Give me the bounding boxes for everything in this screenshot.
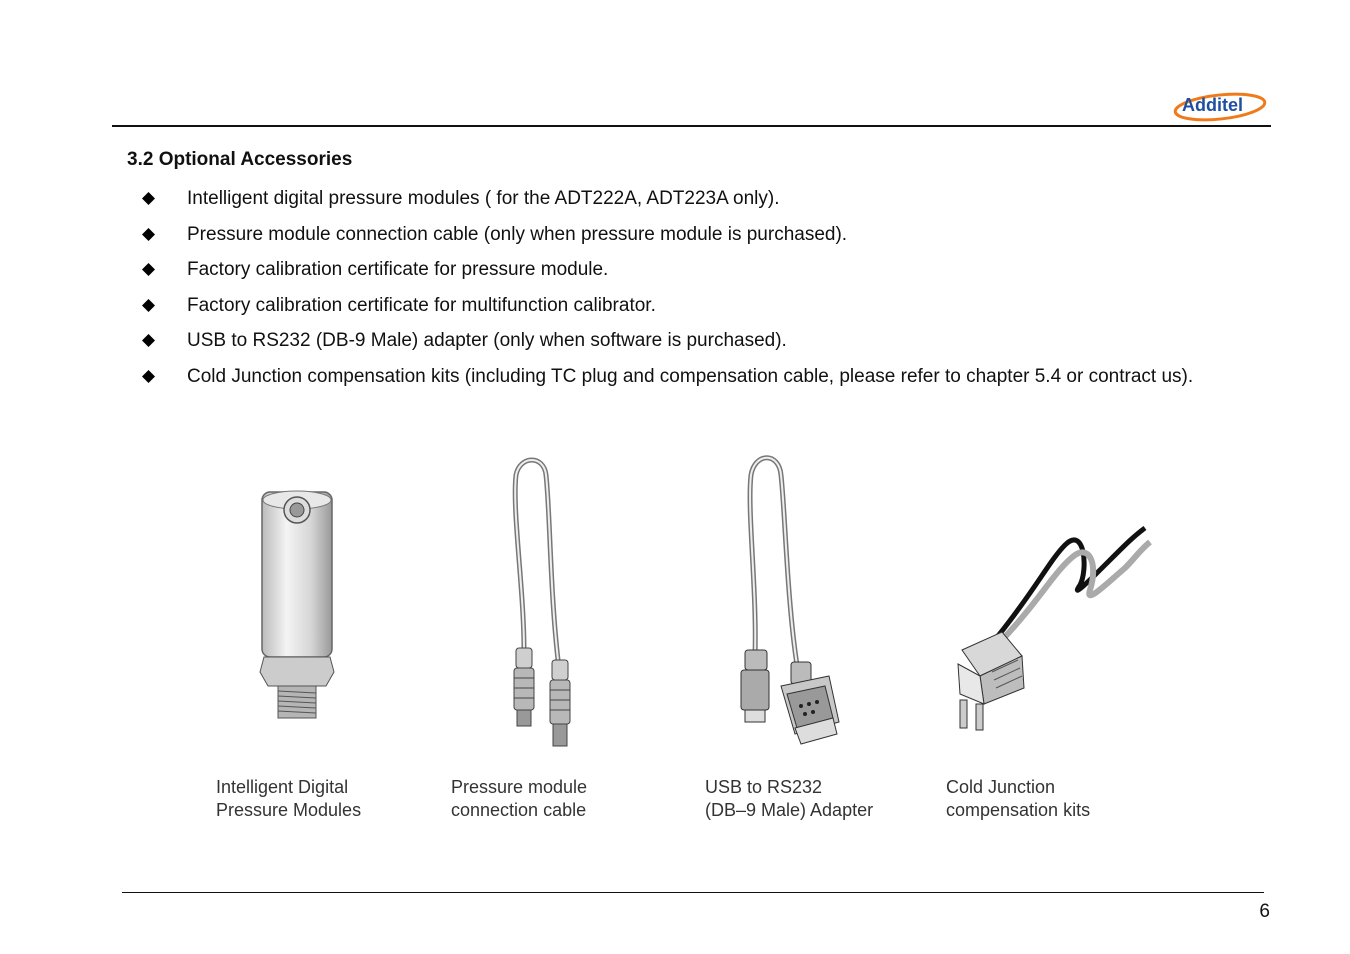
list-item-text: Pressure module connection cable (only when pressure module is purchased).	[187, 223, 848, 245]
diamond-bullet-icon	[142, 299, 155, 312]
list-item-text: Intelligent digital pressure modules ( for the ADT222A, ADT223A only).	[187, 188, 780, 209]
figure-caption: Intelligent Digital Pressure Modules	[216, 777, 362, 820]
figure-caption: Cold Junction compensation kits	[946, 777, 1091, 820]
cold-junction-kit-image	[940, 450, 1160, 770]
list-item-text: USB to RS232 (DB-9 Male) adapter (only when software is purchased).	[187, 330, 787, 351]
accessories-list	[140, 181, 1268, 394]
list-item	[140, 288, 1268, 324]
list-item	[140, 359, 1268, 395]
figure-caption: Pressure module connection cable	[451, 777, 588, 820]
list-item-text: Factory calibration certificate for multifunction calibrator.	[187, 294, 656, 316]
page-number: 6	[1259, 901, 1270, 922]
additel-logo	[1172, 88, 1268, 124]
diamond-bullet-icon	[142, 263, 155, 276]
list-item-text: Cold Junction compensation kits (including TC plug and compensation cable, please refer to chapter 5.4 or contract us).	[187, 365, 1194, 387]
figure-item	[940, 450, 1160, 830]
accessories-figure	[200, 450, 1160, 830]
figure-item	[695, 450, 915, 830]
diamond-bullet-icon	[142, 228, 155, 241]
pressure-module-image	[200, 450, 420, 770]
section-title: 3.2 Optional Accessories	[127, 149, 353, 170]
list-item	[140, 323, 1268, 359]
list-item-text: Factory calibration certificate for pressure module.	[187, 259, 609, 280]
diamond-bullet-icon	[142, 334, 155, 347]
list-item	[140, 252, 1268, 288]
list-item	[140, 181, 1268, 217]
list-item	[140, 217, 1268, 253]
connection-cable-image	[440, 450, 640, 770]
diamond-bullet-icon	[142, 370, 155, 383]
diamond-bullet-icon	[142, 192, 155, 205]
header-rule	[112, 125, 1271, 127]
svg-text:Additel: Additel	[1182, 95, 1243, 115]
figure-caption: USB to RS232 (DB–9 Male) Adapter	[705, 777, 874, 820]
figure-item	[200, 450, 420, 830]
footer-rule	[122, 892, 1264, 893]
usb-rs232-adapter-image	[695, 450, 915, 770]
figure-item	[440, 450, 640, 830]
